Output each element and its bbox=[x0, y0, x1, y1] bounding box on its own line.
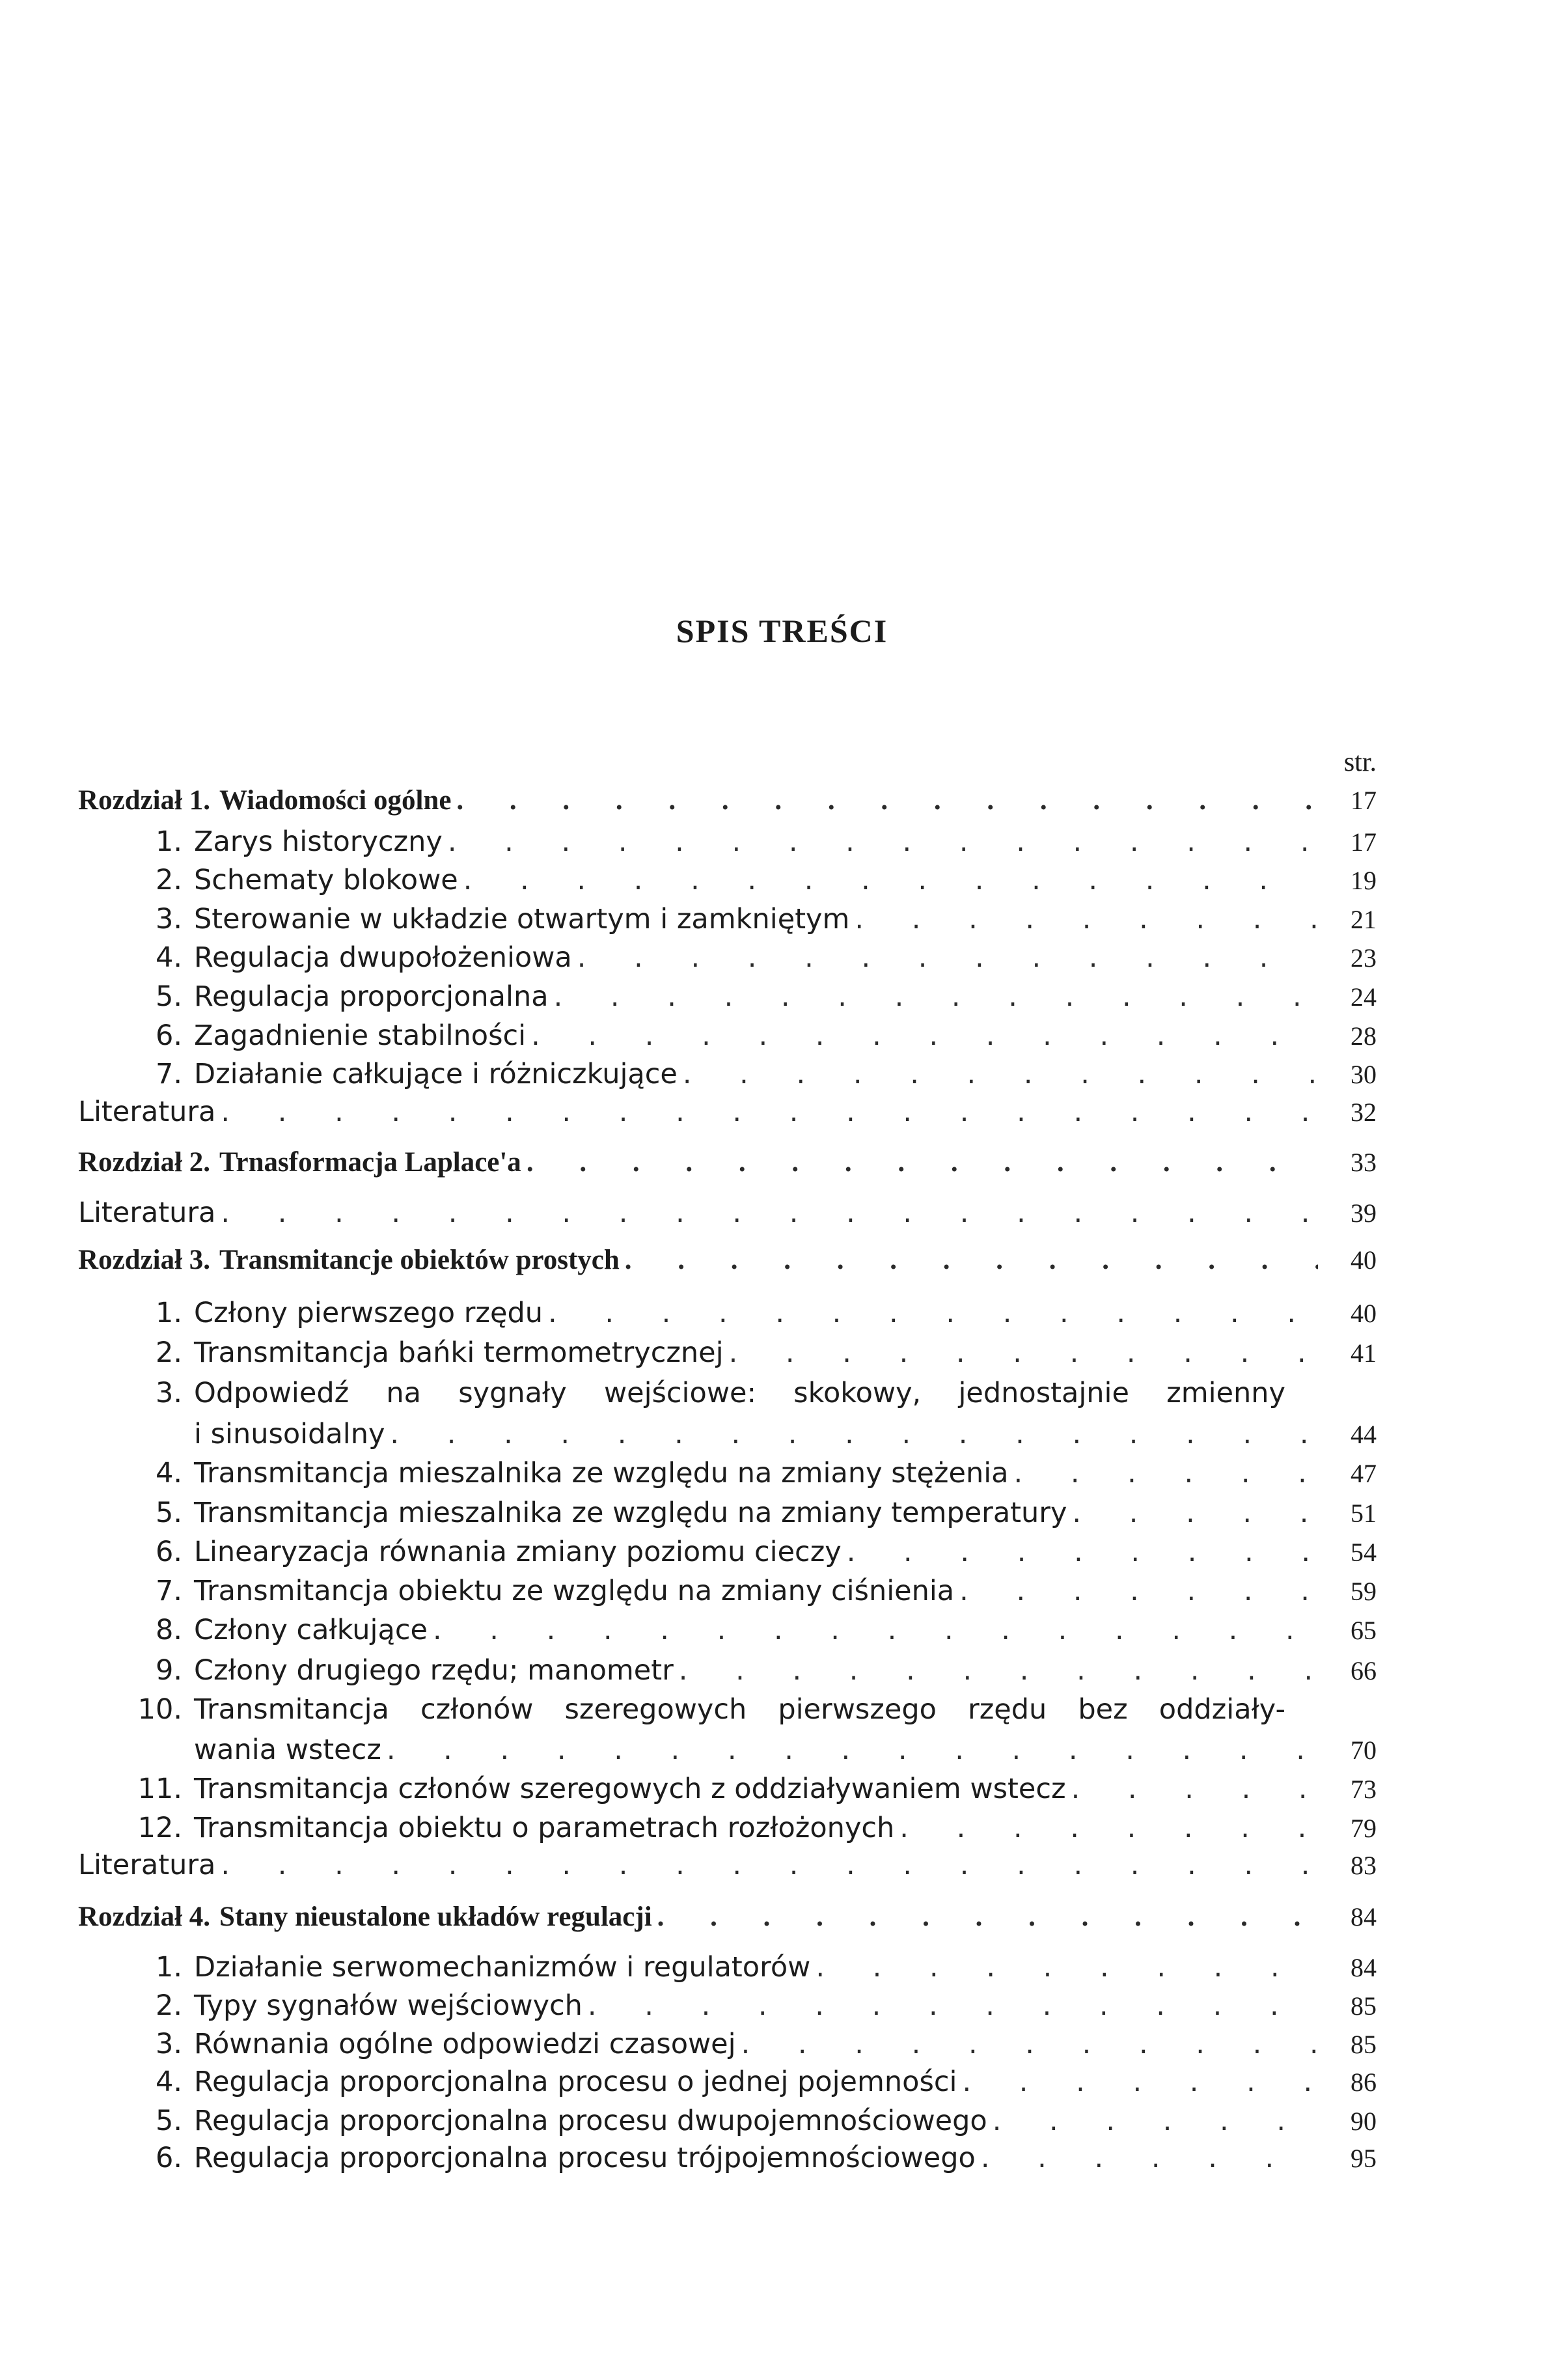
leader-dots bbox=[993, 2105, 1318, 2137]
toc-entry-title: Człony drugiego rzędu; manometr bbox=[194, 1654, 674, 1687]
chapter-title: Transmitancje obiektów prostych bbox=[219, 1245, 620, 1275]
toc-entry bbox=[78, 1989, 1377, 2027]
toc-entry-number: 11. bbox=[137, 1773, 182, 1805]
toc-entry-page: 41 bbox=[1351, 1338, 1377, 1368]
toc-entry-number: 3. bbox=[155, 1377, 182, 1409]
chapter-number: Rozdział 2. bbox=[78, 1147, 211, 1178]
toc-entry-page: 39 bbox=[1351, 1198, 1377, 1228]
toc-entry-page: 17 bbox=[1351, 827, 1377, 857]
toc-entry-title: Transmitancja członów szeregowych z oddziaływaniem wstecz bbox=[194, 1773, 1066, 1805]
toc-entry-title: Transmitancja mieszalnika ze względu na zmiany temperatury bbox=[194, 1497, 1067, 1529]
leader-dots bbox=[962, 2066, 1318, 2098]
toc-entry-page: 30 bbox=[1351, 1060, 1377, 1089]
toc-entry-number: 5. bbox=[155, 980, 182, 1013]
toc-entry-title: Regulacja dwupołożeniowa bbox=[194, 941, 572, 974]
toc-entry bbox=[78, 2105, 1377, 2142]
leader-dots bbox=[387, 1734, 1318, 1766]
toc-entry-number: 9. bbox=[155, 1654, 182, 1687]
toc-entry-continuation bbox=[78, 1418, 1377, 1456]
toc-entry-page: 40 bbox=[1351, 1245, 1377, 1275]
toc-entry-page: 21 bbox=[1351, 905, 1377, 934]
toc-entry bbox=[78, 1058, 1377, 1096]
leader-dots bbox=[1071, 1773, 1318, 1805]
toc-entry-title: Schematy blokowe bbox=[194, 864, 458, 896]
toc-entry-title: Literatura bbox=[78, 1096, 216, 1128]
toc-entry-continuation bbox=[78, 1734, 1377, 1771]
leader-dots bbox=[959, 1575, 1318, 1607]
toc-entry-number: 3. bbox=[155, 2028, 182, 2060]
toc-literature bbox=[78, 1197, 1377, 1234]
toc-entry-title: Literatura bbox=[78, 1849, 216, 1881]
toc-entry-title: Równania ogólne odpowiedzi czasowej bbox=[194, 2028, 736, 2060]
chapter-number: Rozdział 1. bbox=[78, 785, 211, 816]
toc-entry-page: 40 bbox=[1351, 1299, 1377, 1328]
chapter-number: Rozdział 4. bbox=[78, 1902, 211, 1932]
toc-entry-number: 3. bbox=[155, 903, 182, 935]
toc-entry-number: 6. bbox=[155, 2142, 182, 2174]
leader-dots bbox=[463, 864, 1318, 896]
leader-dots bbox=[548, 1297, 1318, 1329]
leader-dots bbox=[729, 1336, 1318, 1369]
toc-entry-page: 59 bbox=[1351, 1577, 1377, 1606]
toc-entry-number: 1. bbox=[155, 1297, 182, 1329]
toc-entry-title: Transmitancja mieszalnika ze względu na zmiany stężenia bbox=[194, 1457, 1009, 1489]
leader-dots bbox=[221, 1096, 1318, 1128]
toc-entry bbox=[78, 1812, 1377, 1849]
toc-entry bbox=[78, 1497, 1377, 1534]
toc-entry-page: 79 bbox=[1351, 1814, 1377, 1843]
toc-entry bbox=[78, 1654, 1377, 1692]
toc-chapter bbox=[78, 1244, 1377, 1282]
chapter-title: Trnasformacja Laplace'a bbox=[219, 1147, 521, 1178]
toc-entry-page: 66 bbox=[1351, 1656, 1377, 1685]
leader-dots bbox=[816, 1951, 1318, 1984]
leader-dots bbox=[657, 1901, 1318, 1933]
toc-entry-page: 44 bbox=[1351, 1420, 1377, 1449]
toc-entry bbox=[78, 1536, 1377, 1573]
toc-literature bbox=[78, 1849, 1377, 1887]
toc-entry-page: 51 bbox=[1351, 1499, 1377, 1528]
toc-entry-page: 24 bbox=[1351, 982, 1377, 1012]
toc-entry bbox=[78, 980, 1377, 1018]
toc-entry-number: 1. bbox=[155, 1951, 182, 1984]
toc-entry-number: 4. bbox=[155, 941, 182, 974]
toc-literature bbox=[78, 1096, 1377, 1133]
toc-entry-number: 12. bbox=[137, 1812, 182, 1844]
toc-entry-page: 73 bbox=[1351, 1775, 1377, 1804]
toc-entry-title: Odpowiedź na sygnały wejściowe: skokowy, jednostajnie zmienny bbox=[194, 1377, 1285, 1409]
toc-entry-title: wania wstecz bbox=[194, 1734, 381, 1766]
leader-dots bbox=[221, 1849, 1318, 1881]
toc-entry-page: 54 bbox=[1351, 1538, 1377, 1567]
toc-entry-page: 19 bbox=[1351, 866, 1377, 895]
leader-dots bbox=[981, 2142, 1318, 2174]
toc-entry-title: Zarys historyczny bbox=[194, 825, 443, 858]
toc-entry-title: Regulacja proporcjonalna procesu o jednej pojemności bbox=[194, 2066, 957, 2098]
toc-entry-number: 10. bbox=[137, 1693, 182, 1726]
toc-entry-number: 5. bbox=[155, 2105, 182, 2137]
toc-entry bbox=[78, 1377, 1377, 1415]
toc-entry-page: 90 bbox=[1351, 2107, 1377, 2136]
leader-dots bbox=[390, 1418, 1318, 1450]
toc-entry-title: Literatura bbox=[78, 1197, 216, 1229]
toc-entry-title: Transmitancja bańki termometrycznej bbox=[194, 1336, 724, 1369]
toc-chapter bbox=[78, 1901, 1377, 1939]
toc-entry-title: Transmitancja obiektu o parametrach rozłożonych bbox=[194, 1812, 895, 1844]
toc-entry bbox=[78, 2066, 1377, 2103]
toc-entry-page: 95 bbox=[1351, 2144, 1377, 2173]
toc-entry bbox=[78, 941, 1377, 979]
toc-entry bbox=[78, 903, 1377, 941]
leader-dots bbox=[625, 1244, 1318, 1276]
toc-entry-page: 83 bbox=[1351, 1851, 1377, 1880]
toc-entry-number: 2. bbox=[155, 864, 182, 896]
leader-dots bbox=[554, 980, 1318, 1013]
toc-entry-number: 6. bbox=[155, 1536, 182, 1568]
toc-entry-page: 47 bbox=[1351, 1459, 1377, 1488]
toc-entry bbox=[78, 2028, 1377, 2066]
leader-dots bbox=[1014, 1457, 1319, 1489]
toc-entry-title: Linearyzacja równania zmiany poziomu cieczy bbox=[194, 1536, 842, 1568]
toc-entry bbox=[78, 1019, 1377, 1057]
toc-entry-number: 2. bbox=[155, 1336, 182, 1369]
leader-dots bbox=[577, 941, 1318, 974]
toc-entry-title: Zagadnienie stabilności bbox=[194, 1019, 527, 1052]
page-title: SPIS TREŚCI bbox=[676, 613, 888, 649]
toc-entry bbox=[78, 1336, 1377, 1374]
leader-dots bbox=[1072, 1497, 1318, 1529]
leader-dots bbox=[448, 825, 1318, 858]
toc-entry-page: 23 bbox=[1351, 943, 1377, 973]
toc-entry-page: 65 bbox=[1351, 1616, 1377, 1645]
toc-entry-page: 70 bbox=[1351, 1736, 1377, 1765]
chapter-title: Stany nieustalone układów regulacji bbox=[219, 1902, 652, 1932]
toc-entry-page: 28 bbox=[1351, 1021, 1377, 1051]
toc-entry bbox=[78, 1773, 1377, 1810]
toc-entry bbox=[78, 864, 1377, 902]
leader-dots bbox=[588, 1989, 1318, 2022]
toc-entry-title: Regulacja proporcjonalna procesu dwupojemnościowego bbox=[194, 2105, 987, 2137]
toc-entry-title: Działanie serwomechanizmów i regulatorów bbox=[194, 1951, 811, 1984]
toc-entry bbox=[78, 825, 1377, 863]
toc-entry-title: Człony całkujące bbox=[194, 1614, 428, 1646]
toc-entry-page: 33 bbox=[1351, 1148, 1377, 1177]
toc-entry-title: Działanie całkujące i różniczkujące bbox=[194, 1058, 678, 1090]
leader-dots bbox=[847, 1536, 1318, 1568]
leader-dots bbox=[741, 2028, 1318, 2060]
toc-entry-number: 8. bbox=[155, 1614, 182, 1646]
leader-dots bbox=[679, 1654, 1318, 1687]
leader-dots bbox=[855, 903, 1318, 935]
toc-entry-title: Regulacja proporcjonalna bbox=[194, 980, 549, 1013]
toc-entry-page: 84 bbox=[1351, 1902, 1377, 1931]
leader-dots bbox=[221, 1197, 1318, 1229]
toc-entry-title: Transmitancja obiektu ze względu na zmiany ciśnienia bbox=[194, 1575, 955, 1607]
toc-entry-title: Transmitancja członów szeregowych pierwszego rzędu bez oddziały- bbox=[194, 1693, 1285, 1726]
page-column-label: str. bbox=[1343, 747, 1377, 777]
toc-entry-title: Typy sygnałów wejściowych bbox=[194, 1989, 583, 2022]
toc-entry bbox=[78, 1575, 1377, 1612]
toc-entry-title: Sterowanie w układzie otwartym i zamkniętym bbox=[194, 903, 850, 935]
toc-chapter bbox=[78, 784, 1377, 822]
leader-dots bbox=[683, 1058, 1318, 1090]
toc-entry-number: 7. bbox=[155, 1575, 182, 1607]
toc-entry bbox=[78, 1457, 1377, 1495]
chapter-title: Wiadomości ogólne bbox=[219, 785, 452, 816]
toc-entry-page: 84 bbox=[1351, 1953, 1377, 1982]
toc-entry-number: 6. bbox=[155, 1019, 182, 1052]
toc-entry-page: 85 bbox=[1351, 1991, 1377, 2021]
toc-entry-page: 85 bbox=[1351, 2030, 1377, 2059]
toc-entry-number: 5. bbox=[155, 1497, 182, 1529]
toc-entry bbox=[78, 1614, 1377, 1652]
leader-dots bbox=[531, 1019, 1318, 1052]
leader-dots bbox=[899, 1812, 1318, 1844]
toc-entry-number: 2. bbox=[155, 1989, 182, 2022]
toc-entry-number: 7. bbox=[155, 1058, 182, 1090]
toc-entry-number: 4. bbox=[155, 2066, 182, 2098]
toc-entry bbox=[78, 2142, 1377, 2179]
toc-chapter bbox=[78, 1146, 1377, 1184]
toc-entry-title: i sinusoidalny bbox=[194, 1418, 385, 1450]
toc-entry-title: Człony pierwszego rzędu bbox=[194, 1297, 543, 1329]
toc-entry bbox=[78, 1951, 1377, 1989]
toc-entry-title: Regulacja proporcjonalna procesu trójpojemnościowego bbox=[194, 2142, 976, 2174]
toc-entry-page: 86 bbox=[1351, 2068, 1377, 2097]
toc-entry-number: 4. bbox=[155, 1457, 182, 1489]
toc-entry bbox=[78, 1297, 1377, 1335]
toc-entry-page: 17 bbox=[1351, 786, 1377, 815]
toc-entry-number: 1. bbox=[155, 825, 182, 858]
leader-dots bbox=[433, 1614, 1318, 1646]
leader-dots bbox=[456, 784, 1318, 816]
chapter-number: Rozdział 3. bbox=[78, 1245, 211, 1275]
toc-entry-page: 32 bbox=[1351, 1098, 1377, 1127]
toc-entry bbox=[78, 1693, 1377, 1731]
leader-dots bbox=[527, 1146, 1318, 1178]
